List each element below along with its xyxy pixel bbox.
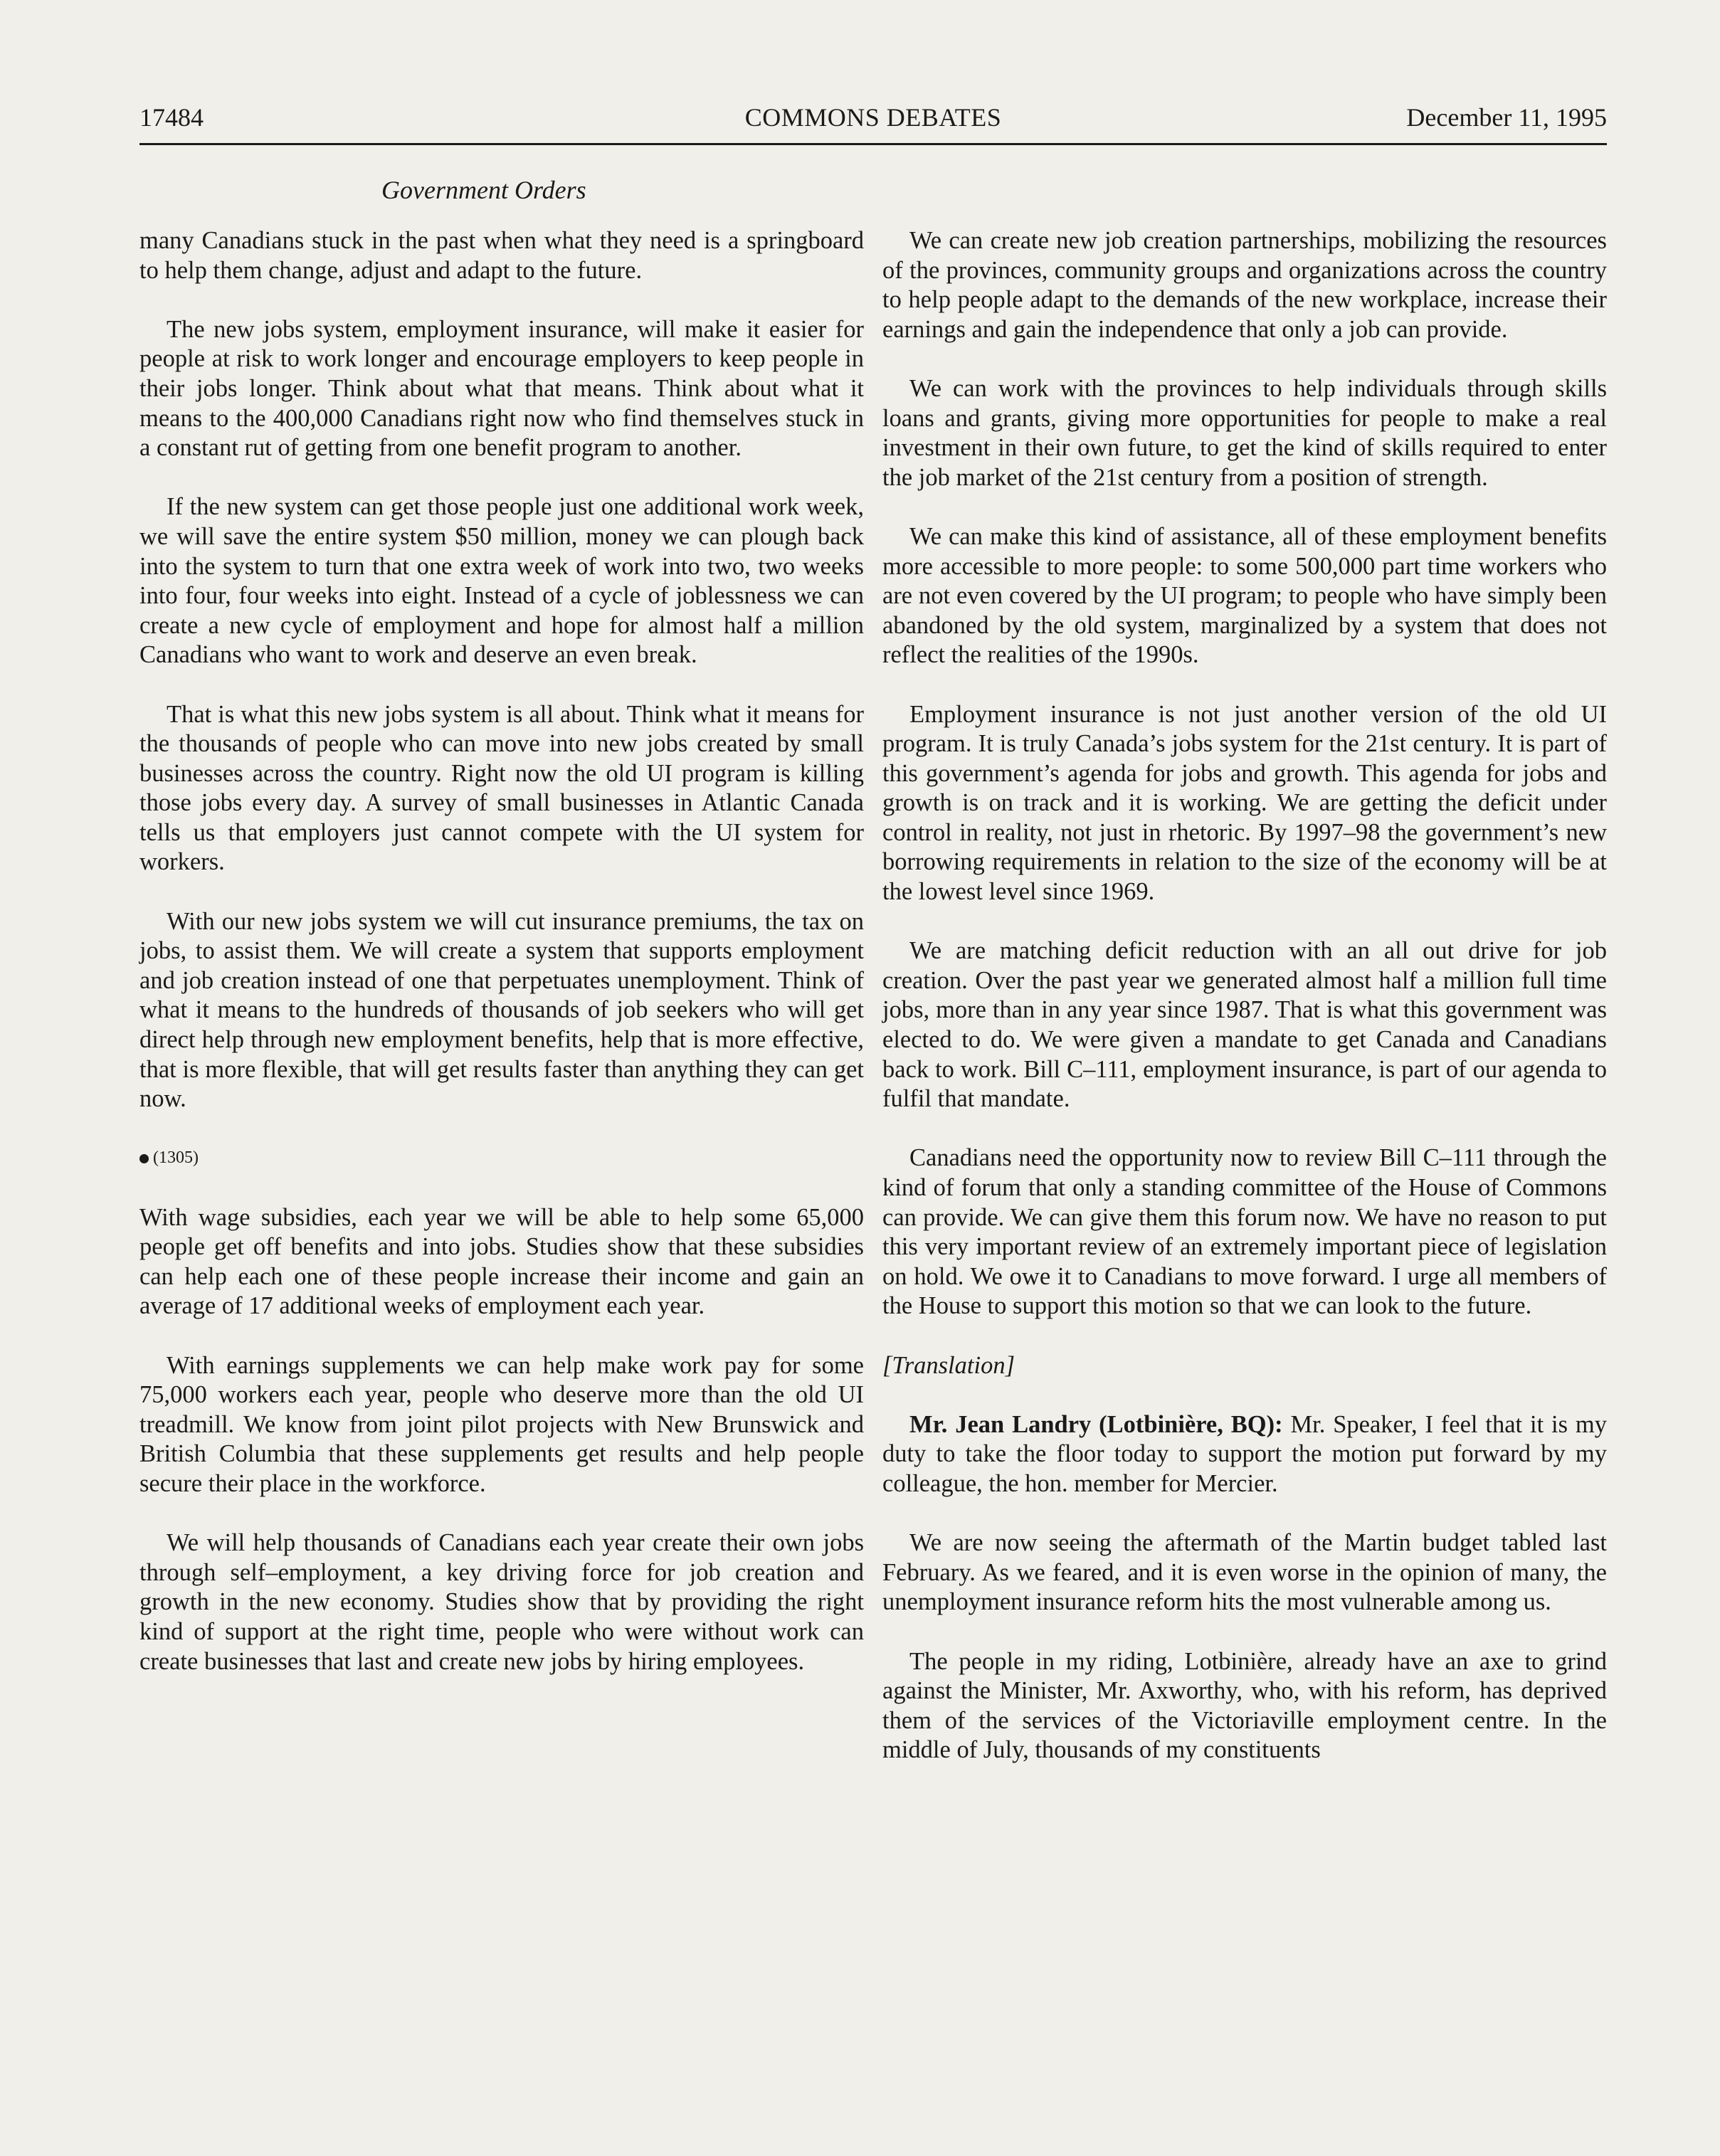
paragraph: The people in my riding, Lotbinière, already have an axe to grind against the Minister, Mr. Axworthy, who, with his reform, has deprived them of the services of the Victoriaville employment centre. In the middle of July, thousands of my constituents	[882, 1647, 1607, 1764]
section-heading: Government Orders	[381, 176, 586, 204]
paragraph: With our new jobs system we will cut insurance premiums, the tax on jobs, to assist them. We will create a system that supports employment and job creation instead of one that perpetuates unemployment. Think of what it means to the hundreds of thousands of job seekers who will get direct help through new employment benefits, help that is more effective, that is more flexible, that will get results faster than anything they can get now.	[139, 907, 864, 1113]
paragraph: That is what this new jobs system is all about. Think what it means for the thousands of people who can move into new jobs created by small businesses across the country. Right now the old UI program is killing those jobs every day. A survey of small businesses in Atlantic Canada tells us that employers just cannot compete with the UI system for workers.	[139, 700, 864, 876]
paragraph: We can work with the provinces to help individuals through skills loans and grants, giving more opportunities for people to make a real investment in their own future, to get the kind of skills required to enter the job market of the 21st century from a position of strength.	[882, 374, 1607, 491]
paragraph: We can make this kind of assistance, all of these employment benefits more accessible to more people: to some 500,000 part time workers who are not even covered by the UI program; to people who have simply been abandoned by the old system, marginalized by a system that does not reflect the realities of the 1990s.	[882, 522, 1607, 669]
page-number: 17484	[139, 103, 204, 132]
paragraph: We will help thousands of Canadians each year create their own jobs through self–employment, a key driving force for job creation and growth in the new economy. Studies show that by providing the right kind of support at the right time, people who were without work can create businesses that last and create new jobs by hiring employees.	[139, 1529, 864, 1675]
publication-date: December 11, 1995	[1406, 103, 1607, 132]
paragraph: We are now seeing the aftermath of the Martin budget tabled last February. As we feared, and it is even worse in the opinion of many, the unemployment insurance reform hits the most vulnerable among us.	[882, 1529, 1607, 1616]
paragraph: We are matching deficit reduction with an all out drive for job creation. Over the past year we generated almost half a million full time jobs, more than in any year since 1987. That is what this government was elected to do. We were given a mandate to get Canada and Canadians back to work. Bill C–111, employment insurance, is part of our agenda to fulfil that mandate.	[882, 937, 1607, 1113]
speaker-paragraph	[882, 1410, 1607, 1499]
paragraph: If the new system can get those people just one additional work week, we will save the entire system $50 million, money we can plough back into the system to turn that one extra week of work into two, two weeks into four, four weeks into eight. Instead of a cycle of joblessness we can create a new cycle of employment and hope for almost half a million Canadians who want to work and deserve an even break.	[139, 493, 864, 669]
right-column	[882, 226, 1607, 1795]
bullet-icon	[139, 1154, 149, 1163]
paragraph: With earnings supplements we can help make work pay for some 75,000 workers each year, people who deserve more than the old UI treadmill. We know from joint pilot projects with New Brunswick and British Columbia that these supplements get results and help people secure their place in the workforce.	[139, 1351, 864, 1497]
paragraph: We can create new job creation partnerships, mobilizing the resources of the provinces, community groups and organizations across the country to help people adapt to the demands of the new workplace, increase their earnings and gain the independence that only a job can provide.	[882, 227, 1607, 343]
page-header	[139, 102, 1607, 139]
paragraph: The new jobs system, employment insurance, will make it easier for people at risk to work longer and encourage employers to keep people in their jobs longer. Think about what that means. Think about what it means to the 400,000 Canadians right now who find themselves stuck in a constant rut of getting from one benefit program to another.	[139, 315, 864, 462]
speaker-name: Mr. Jean Landry (Lotbinière, BQ):	[909, 1410, 1283, 1438]
publication-title: COMMONS DEBATES	[744, 103, 1002, 132]
left-column	[139, 226, 864, 1706]
paragraph: Employment insurance is not just another version of the old UI program. It is truly Canada’s jobs system for the 21st century. It is part of this government’s agenda for jobs and growth. This agenda for jobs and growth is on track and it is working. We are getting the deficit under control in reality, not just in rhetoric. By 1997–98 the government’s new borrowing requirements in relation to the size of the economy will be at the lowest level since 1969.	[882, 700, 1607, 906]
time-marker	[139, 1143, 864, 1173]
paragraph: Canadians need the opportunity now to review Bill C–111 through the kind of forum that only a standing committee of the House of Commons can provide. We can give them this forum now. We have no reason to put this very important review of an extremely important piece of legislation on hold. We owe it to Canadians to move forward. I urge all members of the House to support this motion so that we can look to the future.	[882, 1144, 1607, 1320]
paragraph: many Canadians stuck in the past when what they need is a springboard to help them change, adjust and adapt to the future.	[139, 227, 864, 284]
translation-tag: [Translation]	[882, 1351, 1015, 1379]
speech-text: Mr. Speaker, I feel that it is my duty to take the floor today to support the motion put forward by my colleague, the hon. member for Mercier.	[882, 1410, 1607, 1497]
header-rule	[139, 143, 1607, 145]
paragraph: With wage subsidies, each year we will be able to help some 65,000 people get off benefits and into jobs. Studies show that these subsidies can help each one of these people increase their income and gain an average of 17 additional weeks of employment each year.	[139, 1203, 864, 1320]
time-marker-text: (1305)	[153, 1148, 199, 1168]
